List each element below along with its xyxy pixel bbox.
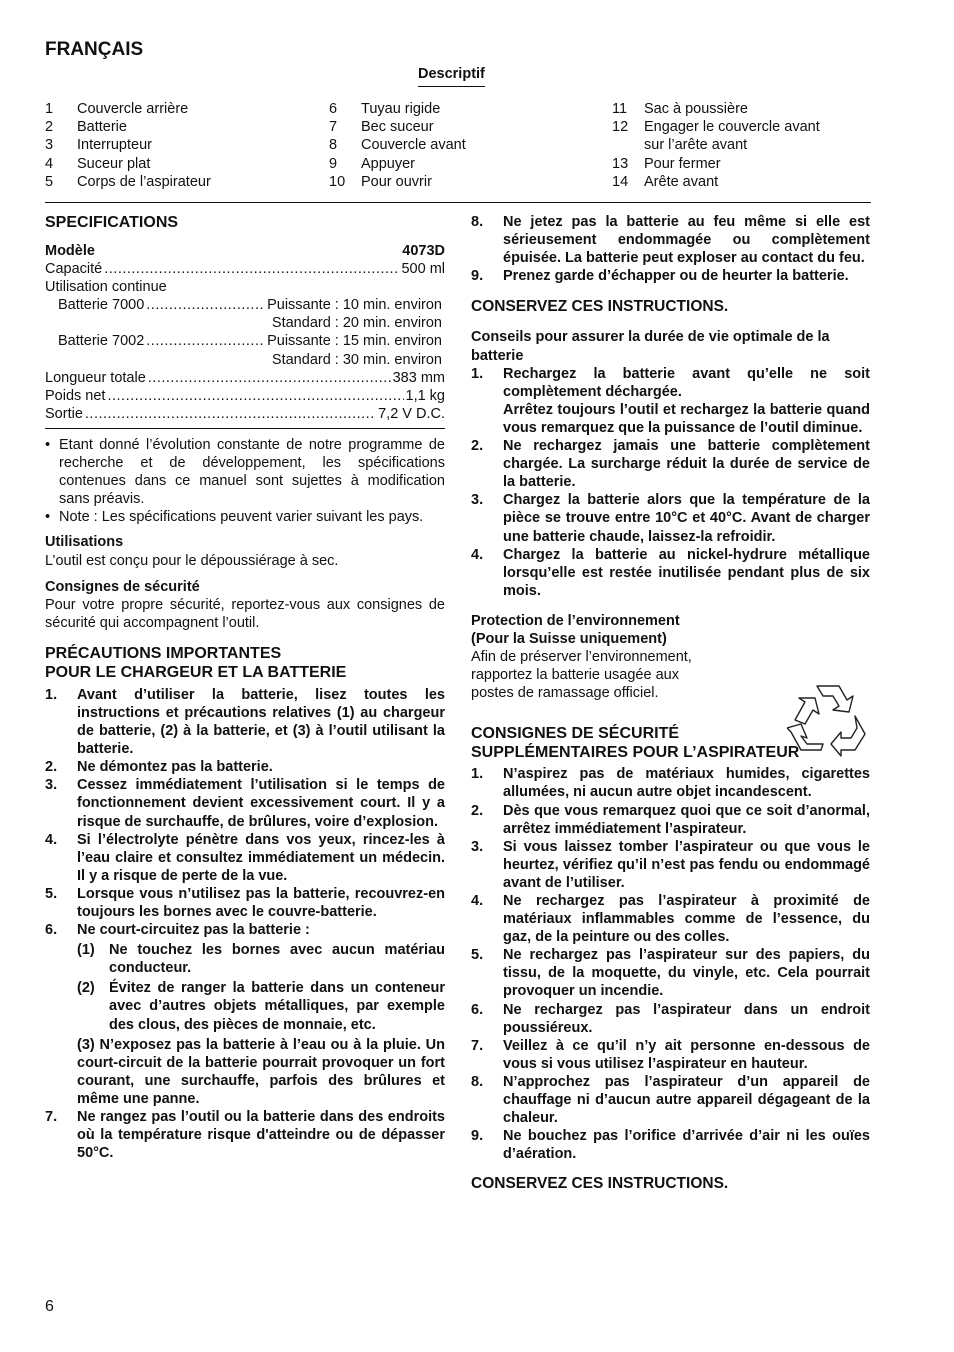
recycle-icon (787, 680, 869, 758)
spec-bat7000: Batterie 7000 ..... Puissante : 10 min. environ (45, 296, 445, 314)
parts-list-item: 7 Bec suceur (329, 119, 434, 136)
keep-instructions-2: CONSERVEZ CES INSTRUCTIONS. (471, 1175, 729, 1193)
env-heading-2: (Pour la Suisse uniquement) (471, 630, 667, 647)
parts-list-item: 4 Suceur plat (45, 155, 151, 172)
list-item: 2. Ne démontez pas la batterie. (45, 759, 273, 776)
list-item: 7. Ne rangez pas l’outil ou la batterie dans des endroits où la température risque d'atteindre ou de dépasser 50°C. (45, 1109, 445, 1162)
list-item: 3. Chargez la batterie alors que la température de la pièce se trouve entre 10°C et 40°C. Avant de charger une batterie chaude, laissez-la refroidir. (471, 492, 870, 545)
env-line: Afin de préserver l’environnement, (471, 649, 692, 666)
list-item: 8. N’approchez pas l’aspirateur d’un appareil de chauffage ni d’aucun autre appareil dégageant de la chaleur. (471, 1073, 870, 1127)
list-item: 4. Chargez la batterie au nickel-hydrure métallique lorsqu’elle est restée inutilisée pendant plus de six mois. (471, 546, 870, 599)
list-item: 8. Ne jetez pas la batterie au feu même si elle est sérieusement endommagée ou complètement épuisée. La batterie peut exploser au contact du feu. (471, 214, 870, 267)
sub-item: (2) Évitez de ranger la batterie dans un conteneur avec d’autres objets métalliques, par exemple des clous, des pièces de monnaie, etc. (77, 980, 445, 1033)
env-line: rapportez la batterie usagée aux (471, 667, 679, 684)
parts-list-item: 6 Tuyau rigide (329, 101, 441, 117)
parts-list-item: sur l’arête avant (644, 137, 748, 154)
spec-length: Longueur totale ..... 383 mm (45, 369, 445, 387)
list-item: 1. Rechargez la batterie avant qu’elle ne soit complètement déchargée. Arrêtez toujours l’outil et rechargez la batterie quand vous remarquez que la puissance de l’outil diminue. (471, 365, 870, 436)
precautions-list-cont (471, 213, 870, 285)
keep-instructions-1: CONSERVEZ CES INSTRUCTIONS. (471, 298, 729, 316)
safety-text: Pour votre propre sécurité, reportez-vous aux consignes de sécurité qui accompagnent l’outil. (45, 596, 445, 631)
list-item: 9. Prenez garde d’échapper ou de heurter la batterie. (471, 268, 849, 285)
list-item: 1. N’aspirez pas de matériaux humides, cigarettes allumées, ni aucun autre objet incandescent. (471, 766, 870, 801)
list-item: 3. Cessez immédiatement l’utilisation si le temps de fonctionnement devient excessivement court. Il y a risque de surchauffe, de brûlures, voire d’explosion. (45, 777, 445, 830)
parts-list-item: 13 Pour fermer (612, 155, 721, 172)
list-item: 6. Ne court-circuitez pas la batterie : (1) Ne touchez les bornes avec aucun matériau conducteur. (2) Évitez de ranger la batterie dans un conteneur avec d’autres objets métalliques, par exemple des clous, des pièces de monnaie, etc. (3) N’exposez pas la batterie à l’eau ou à la pluie. Un court-circuit de la batterie pourrait provoquer un fort courant, une surchauffe, parfois des brûlures et même une panne. (45, 922, 445, 1107)
parts-list-item: 5 Corps de l’aspirateur (45, 173, 211, 190)
env-heading-1: Protection de l’environnement (471, 612, 680, 629)
battery-tips-list (471, 365, 870, 600)
parts-list-item: 10 Pour ouvrir (329, 173, 432, 190)
vac-safety-heading-1: CONSIGNES DE SÉCURITÉ (471, 725, 680, 743)
parts-list-item: 1 Couvercle arrière (45, 101, 189, 117)
list-item: 4. Si l’électrolyte pénètre dans vos yeux, rincez-les à l’eau claire et consultez immédiatement un médecin. Il y a risque de perte de la vue. (45, 831, 445, 884)
parts-list-item: 9 Appuyer (329, 155, 416, 172)
precautions-heading-1: PRÉCAUTIONS IMPORTANTES (45, 644, 282, 662)
parts-list-col3 (612, 100, 820, 191)
specifications-heading: SPECIFICATIONS (45, 214, 179, 231)
descriptif-title: Descriptif (418, 66, 485, 87)
env-line: postes de ramassage officiel. (471, 685, 659, 702)
spec-model: Modèle 4073D (45, 243, 445, 259)
spec-bat7002: Batterie 7002 ..... Puissante : 15 min. environ (45, 332, 445, 350)
vac-safety-list (471, 765, 870, 1163)
left-column (45, 213, 445, 1162)
sub-item: (3) N’exposez pas la batterie à l’eau ou à la pluie. Un court-circuit de la batterie pourrait provoquer un fort courant, une surchauffe, parfois des brûlures et même une panne. (77, 1036, 445, 1107)
parts-list-item: 11 Sac à poussière (612, 101, 748, 117)
spec-capacity: Capacité ..... 500 ml (45, 260, 445, 278)
language-heading: FRANÇAIS (45, 39, 144, 60)
list-item: 1. Avant d’utiliser la batterie, lisez toutes les instructions et précautions relatives (1) au chargeur de batterie, (2) à la batterie, et (3) à l’outil utilisant la batterie. (45, 686, 445, 758)
list-item: 2. Ne rechargez jamais une batterie complètement chargée. La surcharge réduit la durée de service de la batterie. (471, 438, 870, 491)
parts-list-col1 (45, 100, 211, 191)
list-item: 9. Ne bouchez pas l’orifice d’arrivée d’air ni les ouïes d’aération. (471, 1128, 870, 1163)
list-item: 7. Veillez à ce qu’il n’y ait personne en-dessous de vous si vous utilisez l’aspirateur en hauteur. (471, 1037, 870, 1072)
precautions-list (45, 686, 445, 1162)
usage-heading: Utilisations (45, 534, 124, 551)
list-item: 3. Si vous laissez tomber l’aspirateur ou que vous le heurtez, vérifiez qu’il n’est pas fendu ou endommagé avant de l’utiliser. (471, 838, 870, 891)
parts-list-item: 3 Interrupteur (45, 137, 152, 154)
usage-text: L’outil est conçu pour le dépoussiérage à sec. (45, 552, 339, 569)
parts-list-col2 (329, 100, 466, 191)
list-item: 5. Ne rechargez pas l’aspirateur sur des papiers, du tissu, de la moquette, du vinyle, etc. Cela pourrait provoquer un incendie. (471, 947, 870, 1000)
parts-list-item: 2 Batterie (45, 119, 127, 136)
spec-output: Sortie ..... 7,2 V D.C. (45, 405, 445, 423)
list-item: 5. Lorsque vous n’utilisez pas la batterie, recouvrez-en toujours les bornes avec le couvre-batterie. (45, 885, 445, 920)
list-item: 6. Ne rechargez pas l’aspirateur dans un endroit poussiéreux. (471, 1001, 870, 1036)
battery-tips-heading: Conseils pour assurer la durée de vie optimale de la batterie (471, 329, 830, 364)
spec-note-1: • Etant donné l’évolution constante de notre programme de recherche et de développement, les spécifications contenues dans ce manuel sont sujettes à modification sans préavis. (45, 436, 445, 508)
parts-list-item: 14 Arête avant (612, 173, 719, 190)
page-number: 6 (45, 1298, 54, 1315)
vac-safety-heading-2: SUPPLÉMENTAIRES POUR L’ASPIRATEUR (471, 744, 800, 762)
spec-bat7002-standard: Standard : 30 min. environ (271, 351, 442, 368)
safety-heading: Consignes de sécurité (45, 578, 200, 595)
spec-note-2: • Note : Les spécifications peuvent varier suivant les pays. (45, 509, 424, 526)
sub-item: (1) Ne touchez les bornes avec aucun matériau conducteur. (77, 942, 445, 977)
list-item: 2. Dès que vous remarquez quoi que ce soit d’anormal, arrêtez immédiatement l’aspirateur. (471, 802, 870, 837)
precautions-heading-2: POUR LE CHARGEUR ET LA BATTERIE (45, 663, 347, 681)
spec-continuous: Utilisation continue (45, 279, 167, 296)
spec-weight: Poids net ..... 1,1 kg (45, 387, 445, 405)
spec-bat7000-standard: Standard : 20 min. environ (271, 315, 442, 332)
list-item: 4. Ne rechargez pas l’aspirateur à proximité de matériaux inflammables comme de l’essence, du gaz, de la peinture ou des colles. (471, 893, 870, 946)
parts-list-item: 8 Couvercle avant (329, 137, 466, 154)
parts-list-item: 12 Engager le couvercle avant (612, 119, 820, 136)
section-divider (45, 202, 871, 203)
